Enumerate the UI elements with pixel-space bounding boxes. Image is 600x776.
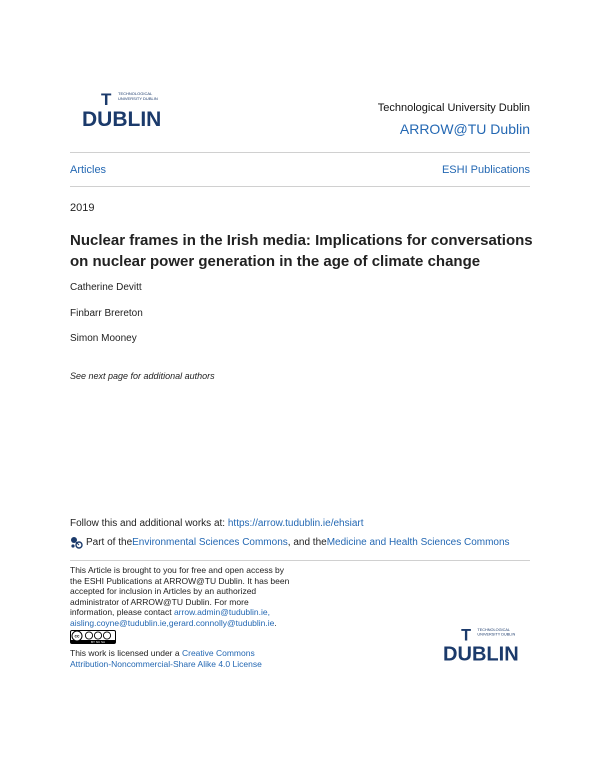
contact-suffix: . <box>274 617 277 628</box>
about-line: This Article is brought to you for free and open access by <box>70 565 285 575</box>
contact-prefix: information, please contact <box>70 607 174 618</box>
tu-dublin-logo-small <box>443 624 529 670</box>
breadcrumb-eshi-publications[interactable]: ESHI Publications <box>441 164 530 176</box>
article-title: Nuclear frames in the Irish media: Implications for conversations on nuclear power generation in the age of climate change <box>70 232 533 270</box>
contact-emails-link[interactable]: aisling.coyne@tudublin.ie,gerard.connolly@tudublin.ie <box>70 617 275 628</box>
author-name: Catherine Devitt <box>70 282 142 293</box>
divider <box>70 152 530 153</box>
logo-small-text-2: UNIVERSITY DUBLIN <box>118 96 158 101</box>
cc-badge-text: cc <box>74 633 80 639</box>
about-text <box>70 565 295 629</box>
logo-small-text-1: TECHNOLOGICAL <box>477 627 511 632</box>
tu-dublin-logo <box>82 88 172 136</box>
license-type-link[interactable]: Attribution-Noncommercial-Share Alike 4.0 License <box>70 658 262 669</box>
logo-small-text-1: TECHNOLOGICAL <box>118 91 153 96</box>
institution-name: Technological University Dublin <box>377 102 530 114</box>
divider <box>70 560 530 561</box>
logo-letter-t: T <box>461 626 472 645</box>
medicine-health-sciences-commons-link[interactable]: Medicine and Health Sciences Commons <box>326 537 510 548</box>
logo-small-text-2: UNIVERSITY DUBLIN <box>477 632 516 637</box>
publication-year: 2019 <box>70 202 95 214</box>
repository-link[interactable]: ARROW@TU Dublin <box>399 121 530 137</box>
about-line <box>70 618 295 629</box>
divider <box>70 186 530 187</box>
follow-line <box>70 518 364 529</box>
about-line: accepted for inclusion in Articles by an authorized <box>70 586 257 597</box>
part-of-middle: , and the <box>287 537 327 548</box>
logo-letter-t: T <box>101 90 112 109</box>
follow-prefix: Follow this and additional works at: <box>70 518 228 529</box>
license-prefix: This work is licensed under a <box>70 648 182 658</box>
environmental-sciences-commons-link[interactable]: Environmental Sciences Commons <box>132 537 288 548</box>
about-line: administrator of ARROW@TU Dublin. For more <box>70 596 249 607</box>
license-text <box>70 648 310 669</box>
cc-badge-terms: BY NC SA <box>91 640 105 644</box>
admin-email-link[interactable]: arrow.admin@tudublin.ie, <box>173 607 270 618</box>
creative-commons-badge[interactable] <box>70 630 116 644</box>
author-name: Simon Mooney <box>70 333 137 344</box>
about-line <box>70 607 295 618</box>
part-of-prefix: Part of the <box>86 537 133 548</box>
about-line: the ESHI Publications at ARROW@TU Dublin. It has been <box>70 575 290 586</box>
collection-url-link[interactable]: https://arrow.tudublin.ie/ehsiart <box>227 518 364 529</box>
additional-authors-note: See next page for additional authors <box>70 371 215 381</box>
breadcrumb-articles[interactable]: Articles <box>70 164 107 176</box>
network-icon <box>70 536 83 549</box>
part-of-line <box>70 536 510 549</box>
logo-word-dublin: DUBLIN <box>82 108 162 131</box>
author-name: Finbarr Brereton <box>70 308 143 319</box>
logo-word-dublin: DUBLIN <box>443 643 519 666</box>
creative-commons-link[interactable]: Creative Commons <box>181 648 255 658</box>
